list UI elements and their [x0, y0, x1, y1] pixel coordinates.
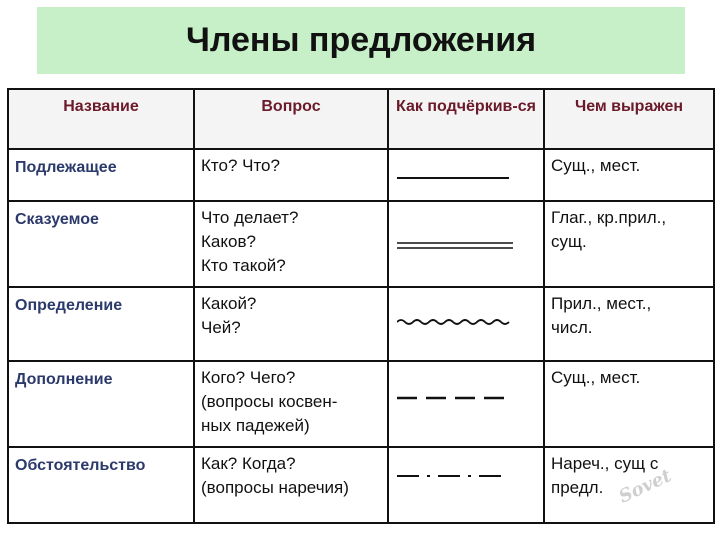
double-underline-icon — [397, 238, 517, 254]
wavy-underline-icon — [397, 314, 517, 330]
expressed-line: Прил., мест., — [551, 294, 652, 313]
member-question — [194, 149, 388, 201]
table-row — [8, 361, 714, 447]
underline-sample — [388, 447, 544, 523]
member-question — [194, 287, 388, 361]
header-underline: Как подчёркив-ся — [388, 89, 544, 149]
page-title: Члены предложения — [185, 21, 537, 59]
member-name: Подлежащее — [8, 149, 194, 201]
table-row — [8, 447, 714, 523]
member-expressed — [544, 287, 714, 361]
member-question — [194, 201, 388, 287]
question-line: (вопросы косвен- — [201, 392, 338, 411]
question-line: (вопросы наречия) — [201, 478, 349, 497]
question-line: ных падежей) — [201, 416, 310, 435]
member-expressed — [544, 361, 714, 447]
expressed-line: Глаг., кр.прил., — [551, 208, 667, 227]
question-line: Какой? — [201, 294, 257, 313]
sentence-members-table — [7, 88, 715, 524]
question-line: Что делает? — [201, 208, 299, 227]
question-line: Чей? — [201, 318, 241, 337]
header-expressed: Чем выражен — [544, 89, 714, 149]
member-name: Обстоятельство — [8, 447, 194, 523]
question-line: Кто такой? — [201, 256, 286, 275]
header-question: Вопрос — [194, 89, 388, 149]
dashed-underline-icon — [397, 390, 517, 406]
member-name: Определение — [8, 287, 194, 361]
watermark-text: Sovet — [615, 464, 675, 508]
expressed-line: сущ. — [551, 232, 587, 251]
expressed-line: предл. — [551, 478, 604, 497]
expressed-line: Нареч., сущ с — [551, 454, 659, 473]
member-expressed — [544, 447, 714, 523]
table-row — [8, 201, 714, 287]
member-expressed — [544, 201, 714, 287]
member-name: Дополнение — [8, 361, 194, 447]
header-row — [8, 89, 714, 149]
member-question — [194, 361, 388, 447]
expressed-line: Сущ., мест. — [551, 368, 641, 387]
dash-dot-underline-icon — [397, 468, 517, 484]
member-name: Сказуемое — [8, 201, 194, 287]
question-line: Каков? — [201, 232, 256, 251]
table-row — [8, 149, 714, 201]
question-line: Как? Когда? — [201, 454, 296, 473]
underline-sample — [388, 361, 544, 447]
member-question — [194, 447, 388, 523]
title-banner — [37, 7, 685, 74]
member-expressed — [544, 149, 714, 201]
underline-sample — [388, 201, 544, 287]
single-underline-icon — [397, 170, 517, 186]
underline-sample — [388, 287, 544, 361]
question-line: Кого? Чего? — [201, 368, 296, 387]
question-line: Кто? Что? — [201, 156, 280, 175]
table-row — [8, 287, 714, 361]
expressed-line: Сущ., мест. — [551, 156, 641, 175]
underline-sample — [388, 149, 544, 201]
header-name: Название — [8, 89, 194, 149]
expressed-line: числ. — [551, 318, 593, 337]
